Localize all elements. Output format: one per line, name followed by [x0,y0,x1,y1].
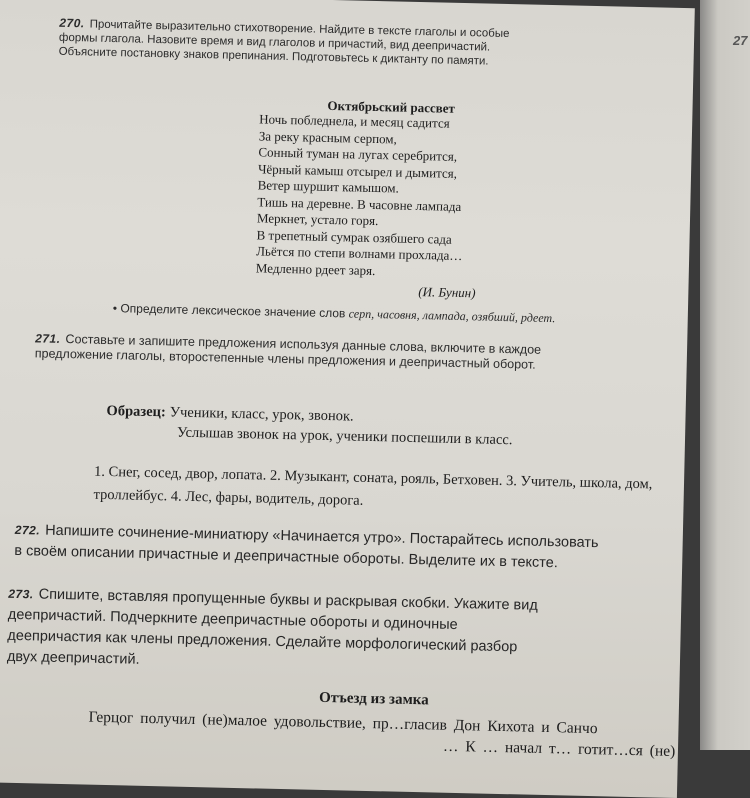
exercise-number: 270. [59,15,85,31]
exercise-271 [35,331,581,373]
exercise-273 [7,584,539,680]
poem-line: Меркнет, устало горя. [256,210,379,229]
exercise-text: Составьте и запишите предложения используя данные слова, включите в каждое предложение глаголы, второстепенные члены предложения и деепричастный оборот. [34,332,542,372]
poem-line: За реку красным серпом, [258,127,398,146]
exercise-number: 272. [14,522,41,538]
story-line: … К … начал т… готит…ся (не) [442,737,676,760]
word-sets: 1. Снег, сосед, двор, лопата. 2. Музыкант, соната, рояль, Бетховен. 3. Учитель, школа, дом, троллейбус. 4. Лес, фары, водитель, дорога. [93,463,653,509]
poem-line: Сонный туман на лугах серебрится, [258,144,458,164]
bullet-marker: • [112,301,118,316]
next-page-edge [700,0,750,750]
next-page-number: 27 [733,33,748,48]
sample-sentence: Услышав звонок на урок, ученики поспешили в класс. [176,424,513,449]
exercise-270 [59,16,540,70]
poem-line: Медленно рдеет заря. [255,259,376,278]
exercise-text: Прочитайте выразительно стихотворение. Найдите в тексте глаголы и особые формы глагола. Назовите время и вид глаголов и причастий, вид деепричастий. Объясните постановку знаков препинания. Подготовьтесь к диктанту по памяти. [58,18,510,68]
task-bullet [113,301,556,326]
poem-line: Льётся по степи волнами прохлада… [256,243,463,264]
story-line: Герцог получил (не)малое удовольствие, пр…гласив Дон Кихота и Санчо [88,708,598,738]
exercise-text: Напишите сочинение-миниатюру «Начинается утро». Постарайтесь использовать в своём описании причастные и деепричастные обороты. Выделите их в тексте. [14,522,599,572]
exercise-text: Спишите, вставляя пропущенные буквы и раскрывая скобки. Укажите вид деепричастий. Подчеркните деепричастные обороты и одиночные деепричастия как члены предложения. Сделайте морфологический разбор двух деепричастий. [6,586,538,668]
sample-label: Образец: [106,402,166,421]
sample-line-1 [106,403,353,426]
poem-line: Ветер шуршит камышом. [257,177,399,196]
poem-line: В трепетный сумрак озябшего сада [256,226,452,247]
exercise-272 [14,520,605,575]
poem-line: Чёрный камыш отсырел и дымится, [257,160,458,181]
bullet-words: серп, часовня, лампада, озябший, рдеет. [348,306,556,326]
poem-author: (И. Бунин) [418,284,476,301]
exercise-number: 273. [8,586,34,602]
sample-words: Ученики, класс, урок, звонок. [169,404,354,425]
bullet-text: Определите лексическое значение слов [120,301,346,321]
exercise-number: 271. [34,331,61,346]
poem-title: Октябрьский рассвет [327,97,456,116]
story-title: Отъезд из замка [318,689,429,709]
poem-line: Тишь на деревне. В часовне лампада [257,193,462,214]
poem-line: Ночь побледнела, и месяц садится [259,111,450,131]
